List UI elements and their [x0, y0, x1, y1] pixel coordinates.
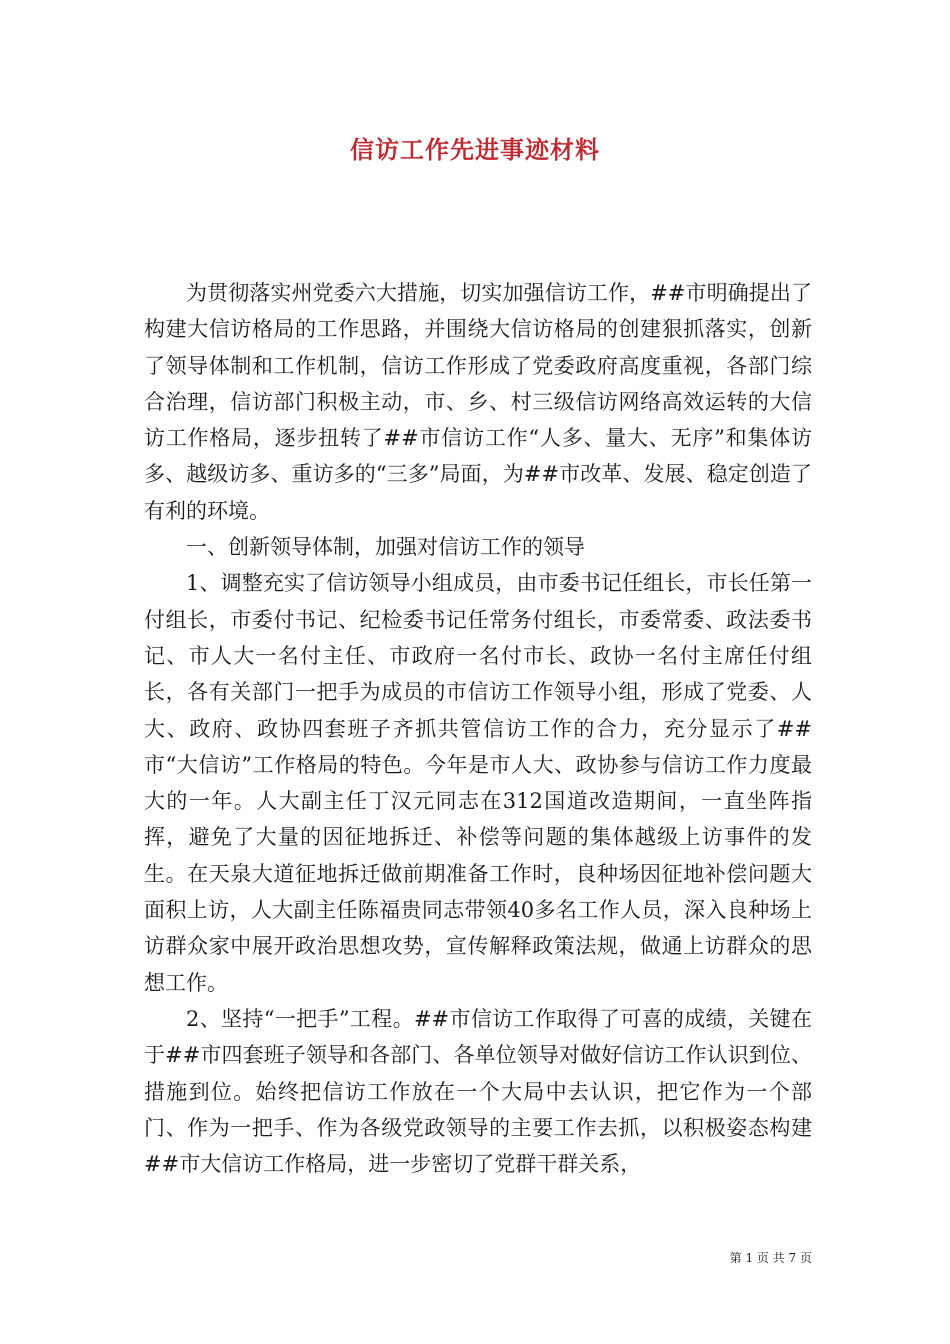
- paragraph-intro: 为贯彻落实州党委六大措施，切实加强信访工作，##市明确提出了构建大信访格局的工作思路，并围绕大信访格局的创建狠抓落实，创新了领导体制和工作机制，信访工作形成了党委政府高度重视，各部门综合治理，信访部门积极主动，市、乡、村三级信访网络高效运转的大信访工作格局，逐步扭转了##市信访工作“人多、量大、无序”和集体访多、越级访多、重访多的“三多”局面，为##市改革、发展、稳定创造了有利的环境。: [144, 281, 812, 523]
- section-heading-1: 一、创新领导体制，加强对信访工作的领导: [186, 535, 585, 560]
- paragraph-item-2: 2、坚持“一把手”工程。##市信访工作取得了可喜的成绩，关键在于##市四套班子领导和各部门、各单位领导对做好信访工作认识到位、措施到位。始终把信访工作放在一个大局中去认识，把它作为一个部门、作为一把手、作为各级党政领导的主要工作去抓，以积极姿态构建##市大信访工作格局，进一步密切了党群干群关系，: [144, 1006, 812, 1177]
- page-number: 第 1 页 共 7 页: [729, 1251, 812, 1265]
- paragraph-item-1: 1、调整充实了信访领导小组成员，由市委书记任组长，市长任第一付组长，市委付书记、纪检委书记任常务付组长，市委常委、政法委书记、市人大一名付主任、市政府一名付市长、政协一名付主席任付组长，各有关部门一把手为成员的市信访工作领导小组，形成了党委、人大、政府、政协四套班子齐抓共管信访工作的合力，充分显示了##市“大信访”工作格局的特色。今年是市人大、政协参与信访工作力度最大的一年。人大副主任丁汉元同志在312国道改造期间，一直坐阵指挥，避免了大量的因征地拆迁、补偿等问题的集体越级上访事件的发生。在天泉大道征地拆迁做前期准备工作时，良种场因征地补偿问题大面积上访，人大副主任陈福贵同志带领40多名工作人员，深入良种场上访群众家中展开政治思想攻势，宣传解释政策法规，做通上访群众的思想工作。: [144, 571, 812, 995]
- document-title: 信访工作先进事迹材料: [350, 135, 600, 164]
- document-body: [144, 275, 812, 1182]
